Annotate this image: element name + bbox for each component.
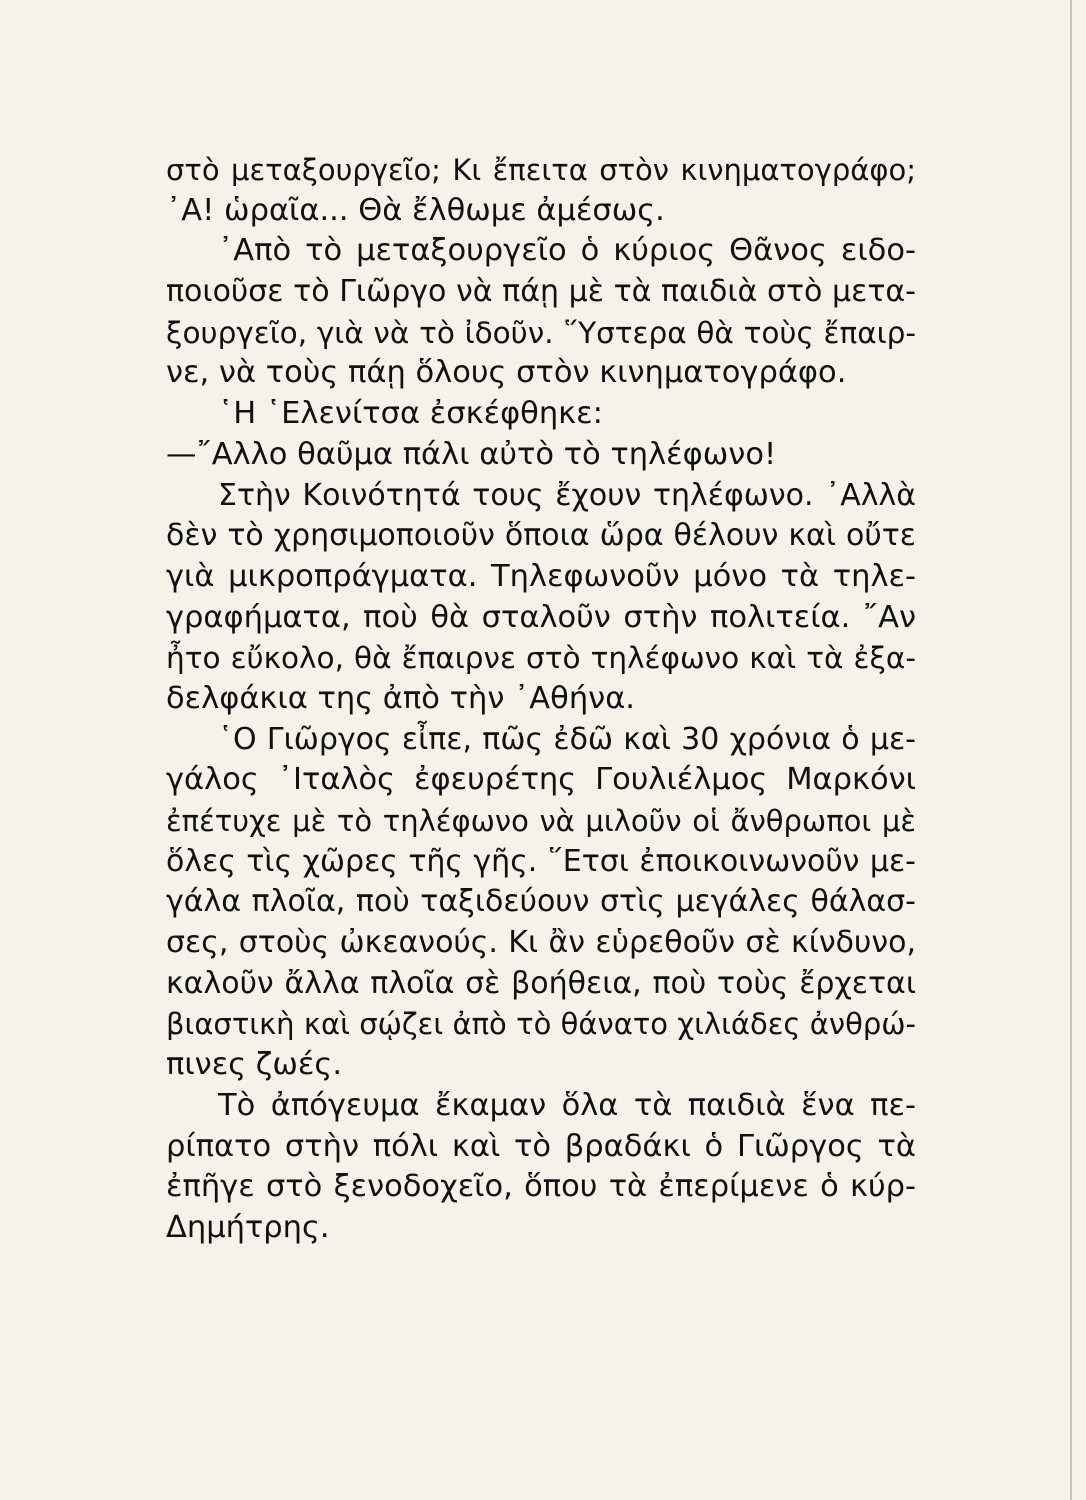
text-line: ᾿Απὸ τὸ μεταξουργεῖο ὁ κύριος Θᾶνος ειδο- (218, 233, 916, 269)
page-edge (1070, 0, 1072, 1500)
text-line: γιὰ μικροπράγματα. Τηλεφωνοῦν μόνο τὰ τηλε- (166, 558, 916, 594)
text-line: πινες ζωές. (166, 1047, 343, 1083)
text-line: γραφήματα, ποὺ θὰ σταλοῦν στὴν πολιτεία. ῎Αν (166, 599, 916, 635)
text-line: ὅλες τὶς χῶρες τῆς γῆς. ῞Ετσι ἐποικοινωνοῦν με- (166, 843, 916, 879)
text-line: ᾿Α! ὡραῖα... Θὰ ἔλθωμε ἀμέσως. (166, 192, 665, 228)
body-text (166, 150, 916, 1249)
text-line: Στὴν Κοινότητά τους ἔχουν τηλέφωνο. ᾿Αλλὰ (218, 477, 916, 513)
text-line: ἐπῆγε στὸ ξενοδοχεῖο, ὅπου τὰ ἐπερίμενε ὁ κύρ- (166, 1169, 916, 1205)
text-line: —῎Αλλο θαῦμα πάλι αὐτὸ τὸ τηλέφωνο! (166, 436, 777, 472)
text-line: Δημήτρης. (166, 1209, 330, 1245)
text-line: σες, στοὺς ὠκεανούς. Κι ἂν εὑρεθοῦν σὲ κίνδυνο, (166, 925, 916, 961)
text-line: ποιοῦσε τὸ Γιῶργο νὰ πάῃ μὲ τὰ παιδιὰ στὸ μετα- (166, 274, 916, 310)
text-line: δελφάκια της ἀπὸ τὴν ᾿Αθήνα. (166, 680, 635, 716)
text-line: καλοῦν ἄλλα πλοῖα σὲ βοήθεια, ποὺ τοὺς ἔρχεται (166, 965, 916, 1001)
text-line: βιαστικὴ καὶ σῴζει ἀπὸ τὸ θάνατο χιλιάδες ἀνθρώ- (166, 1007, 916, 1042)
text-line: ἐπέτυχε μὲ τὸ τηλέφωνο νὰ μιλοῦν οἱ ἄνθρωποι μὲ (166, 804, 916, 838)
text-line: ῾Η ῾Ελενίτσα ἐσκέφθηκε: (218, 396, 603, 432)
text-line: ρίπατο στὴν πόλι καὶ τὸ βραδάκι ὁ Γιῶργος τὰ (166, 1128, 916, 1164)
text-line: γάλα πλοῖα, ποὺ ταξιδεύουν στὶς μεγάλες θάλασ- (166, 884, 916, 920)
text-line: νε, νὰ τοὺς πάῃ ὅλους στὸν κινηματογράφο. (166, 355, 847, 391)
text-line: δὲν τὸ χρησιμοποιοῦν ὅποια ὥρα θέλουν καὶ οὔτε (166, 518, 916, 554)
text-line: γάλος ᾿Ιταλὸς ἐφευρέτης Γουλιέλμος Μαρκόνι (166, 762, 916, 798)
text-line: Τὸ ἀπόγευμα ἔκαμαν ὅλα τὰ παιδιὰ ἕνα πε- (218, 1087, 916, 1123)
text-line: ξουργεῖο, γιὰ νὰ τὸ ἰδοῦν. ῞Υστερα θὰ τοὺς ἔπαιρ- (166, 315, 916, 350)
text-line: ῾Ο Γιῶργος εἶπε, πῶς ἐδῶ καὶ 30 χρόνια ὁ με- (218, 721, 916, 757)
text-line: ἦτο εὔκολο, θὰ ἔπαιρνε στὸ τηλέφωνο καὶ τὰ ἐξα- (166, 641, 916, 676)
text-line: στὸ μεταξουργεῖο; Κι ἔπειτα στὸν κινηματογράφο; (166, 153, 916, 187)
